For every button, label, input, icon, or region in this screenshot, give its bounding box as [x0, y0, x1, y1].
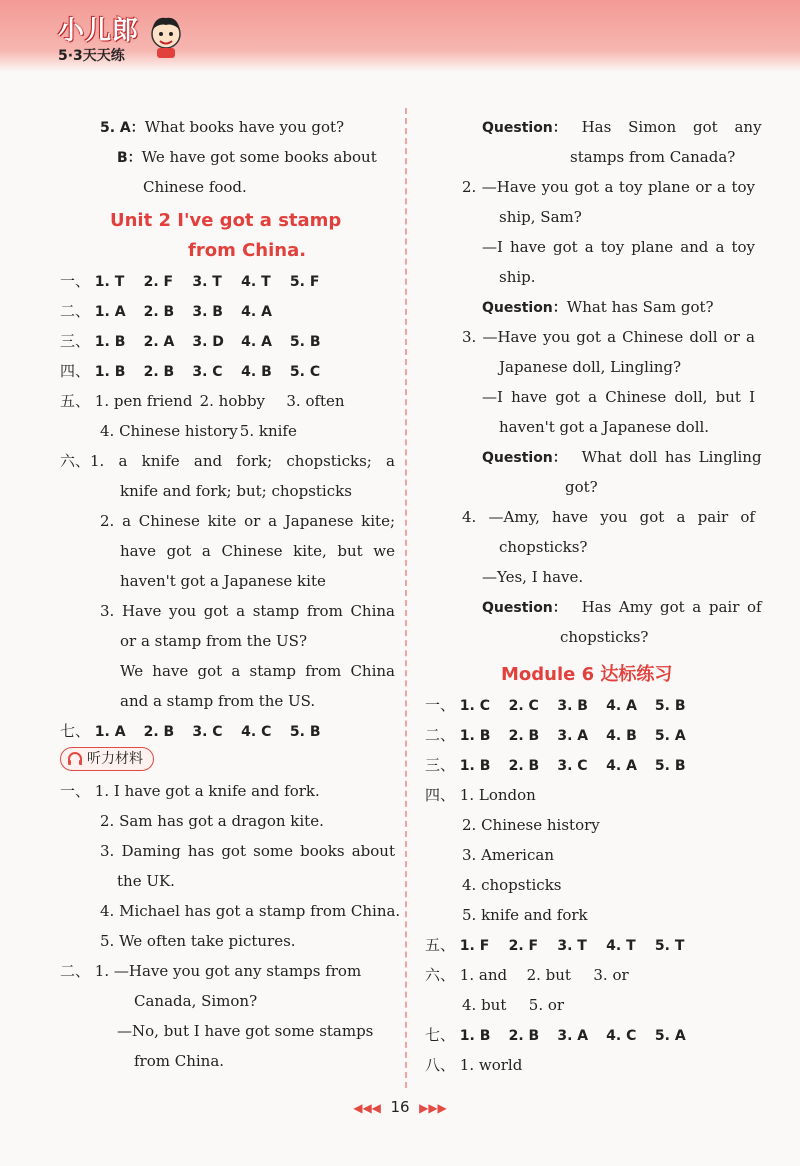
listening-item: 5. We often take pictures.	[100, 932, 296, 950]
q5-b-text-cont: Chinese food.	[143, 178, 247, 196]
answer-item: 1. B	[459, 728, 491, 744]
answers-s3	[60, 326, 395, 356]
section-label: 四、	[60, 362, 91, 380]
section-label: 二、	[60, 302, 91, 320]
next-arrows-icon: ▶▶▶	[419, 1101, 447, 1115]
answers-s2	[60, 296, 395, 326]
answer-item: 5. knife	[239, 422, 297, 440]
listening-item: the UK.	[117, 872, 175, 890]
answers-s7	[60, 716, 395, 746]
answer-item: 2. B	[143, 364, 175, 380]
section-label: 二、	[60, 962, 91, 980]
answer-item: 5. C	[289, 364, 321, 380]
answer-item: 4. chopsticks	[462, 876, 562, 894]
listening-item: 2. —Have you got a toy plane or a toy	[462, 178, 755, 196]
section-label: 七、	[60, 722, 91, 740]
q5-a	[60, 112, 395, 142]
listening-2-1	[60, 956, 395, 986]
answer-text: haven't got a Japanese kite	[120, 572, 326, 590]
q5-b	[60, 142, 395, 172]
q1-question	[425, 112, 762, 142]
answers-m5	[425, 930, 755, 960]
headphones-icon	[67, 752, 83, 766]
listening-item: —Yes, I have.	[482, 568, 584, 586]
prev-arrows-icon: ◀◀◀	[353, 1101, 381, 1115]
answers-s6-1	[60, 446, 395, 476]
answer-text: and a stamp from the US.	[120, 692, 316, 710]
q5-number: 5.	[100, 120, 116, 136]
question-text: stamps from Canada?	[570, 148, 736, 166]
answer-item: 3. A	[557, 728, 589, 744]
answer-item: 1. B	[459, 758, 491, 774]
listening-item: —I have got a Chinese doll, but I	[482, 388, 755, 406]
answer-item: 1. world	[459, 1056, 523, 1074]
answer-item: 1. C	[459, 698, 491, 714]
answer-item: 4. Chinese history	[100, 422, 238, 440]
answer-item: 1. T	[94, 274, 125, 290]
section-label: 二、	[425, 726, 456, 744]
answer-text: or a stamp from the US?	[120, 632, 307, 650]
question-label: Question：	[482, 450, 567, 466]
question-label: Question：	[482, 600, 567, 616]
mascot-icon	[145, 14, 187, 60]
answer-text: 3. Have you got a stamp from China	[100, 602, 395, 620]
listening-item: 3. Daming has got some books about	[100, 842, 395, 860]
section-label: 一、	[60, 272, 91, 290]
answer-item: 2. hobby	[199, 392, 266, 410]
answers-m6	[425, 960, 755, 990]
answers-s5-cont	[60, 416, 395, 446]
answer-text: We have got a stamp from China	[120, 662, 395, 680]
section-label: 三、	[60, 332, 91, 350]
answer-item: 4. B	[241, 364, 272, 380]
q5-b-label: B：	[117, 150, 142, 166]
question-text: got?	[565, 478, 598, 496]
section-label: 四、	[425, 786, 456, 804]
listening-1-1	[60, 776, 395, 806]
answer-text: knife and fork; but; chopsticks	[120, 482, 352, 500]
answer-item: 4. A	[241, 304, 272, 320]
header-band	[0, 0, 800, 72]
answer-item: 1. F	[459, 938, 490, 954]
answer-item: 1. B	[94, 364, 126, 380]
section-label: 一、	[425, 696, 456, 714]
listening-item: ship, Sam?	[499, 208, 582, 226]
answer-item: 3. D	[192, 334, 224, 350]
listening-item: 2. Sam has got a dragon kite.	[100, 812, 324, 830]
section-label: 六、	[60, 452, 91, 470]
answer-item: 5. B	[289, 724, 321, 740]
answer-item: 5. knife and fork	[462, 906, 588, 924]
q5-a-text: What books have you got?	[144, 118, 345, 136]
answer-item: 5. T	[654, 938, 685, 954]
answer-item: 2. F	[508, 938, 539, 954]
answer-item: 1. A	[94, 724, 126, 740]
listening-item: 3. —Have you got a Chinese doll or a	[462, 328, 755, 346]
answer-item: 4. C	[241, 724, 272, 740]
q3-question	[425, 442, 762, 472]
q5-a-label: A：	[119, 120, 145, 136]
listening-item: chopsticks?	[499, 538, 588, 556]
logo-subtitle: 5·3天天练	[58, 48, 125, 64]
q5-b-text: We have got some books about	[141, 148, 377, 166]
listening-tag-row	[60, 746, 395, 776]
section-label: 五、	[60, 392, 91, 410]
answer-item: 5. A	[654, 1028, 686, 1044]
answer-item: 4. A	[241, 334, 272, 350]
answer-item: 2. A	[143, 334, 175, 350]
logo-text: 小儿郎	[58, 16, 140, 46]
page-footer	[0, 1098, 800, 1116]
question-text: Has Amy got a pair of	[581, 598, 762, 616]
answer-item: 4. A	[606, 698, 637, 714]
answers-m7	[425, 1020, 755, 1050]
section-label: 八、	[425, 1056, 456, 1074]
answer-item: 3. B	[192, 304, 223, 320]
section-label: 六、	[425, 966, 456, 984]
answers-s4	[60, 356, 395, 386]
listening-tag	[60, 747, 154, 771]
answer-item: 2. B	[508, 758, 540, 774]
right-column	[425, 112, 762, 1080]
answer-item: 3. or	[593, 966, 629, 984]
answer-item: 5. B	[654, 698, 686, 714]
answer-item: 5. or	[528, 996, 565, 1014]
answer-item: 1. A	[94, 304, 126, 320]
answers-m3	[425, 750, 755, 780]
listening-item: 1. —Have you got any stamps from	[94, 962, 362, 980]
answer-item: 3. C	[192, 364, 223, 380]
question-text: What has Sam got?	[566, 298, 714, 316]
answer-item: 2. but	[526, 966, 571, 984]
answers-s5	[60, 386, 395, 416]
answer-item: 3. American	[462, 846, 554, 864]
answers-m1	[425, 690, 755, 720]
answers-m6-cont	[425, 990, 755, 1020]
answer-item: 1. pen friend	[94, 392, 193, 410]
q2-question	[425, 292, 755, 322]
question-label: Question：	[482, 120, 567, 136]
column-divider	[405, 108, 407, 1088]
answer-item: 4. T	[241, 274, 271, 290]
listening-item: —I have got a toy plane and a toy	[482, 238, 755, 256]
answers-s1	[60, 266, 395, 296]
listening-item: 4. —Amy, have you got a pair of	[462, 508, 755, 526]
listening-item: Canada, Simon?	[134, 992, 258, 1010]
answer-item: 1. B	[459, 1028, 491, 1044]
answer-item: 2. F	[143, 274, 174, 290]
answers-m4	[425, 780, 755, 810]
answer-item: 3. T	[557, 938, 587, 954]
answer-item: 3. often	[286, 392, 345, 410]
answer-item: 2. B	[143, 724, 175, 740]
listening-item: —No, but I have got some stamps	[117, 1022, 374, 1040]
answer-item: 2. B	[508, 1028, 540, 1044]
unit-title-cont: from China.	[188, 240, 307, 261]
answer-item: 3. B	[557, 698, 588, 714]
left-column	[60, 112, 401, 1076]
section-label: 一、	[60, 782, 91, 800]
answer-text: 2. a Chinese kite or a Japanese kite;	[100, 512, 395, 530]
answer-item: 1. B	[94, 334, 126, 350]
listening-item: ship.	[499, 268, 536, 286]
answer-item: 4. A	[606, 758, 637, 774]
answer-item: 3. A	[557, 1028, 589, 1044]
answer-item: 2. B	[143, 304, 175, 320]
question-text: Has Simon got any	[581, 118, 762, 136]
answer-item: 1. and	[459, 966, 508, 984]
answer-item: 5. B	[654, 758, 686, 774]
answer-text: 1. a knife and fork; chopsticks; a	[90, 452, 395, 470]
answer-item: 4. but	[462, 996, 507, 1014]
listening-item: 1. I have got a knife and fork.	[94, 782, 320, 800]
answer-item: 5. F	[289, 274, 320, 290]
listening-tag-label: 听力材料	[87, 751, 143, 767]
answer-item: 1. London	[459, 786, 536, 804]
page-number: 16	[390, 1098, 410, 1116]
listening-item: 4. Michael has got a stamp from China.	[100, 902, 401, 920]
question-text: chopsticks?	[560, 628, 649, 646]
section-label: 三、	[425, 756, 456, 774]
answer-item: 5. B	[289, 334, 321, 350]
listening-item: Japanese doll, Lingling?	[499, 358, 682, 376]
module-title: Module 6 达标练习	[501, 664, 673, 685]
answers-m2	[425, 720, 755, 750]
answer-item: 3. T	[192, 274, 222, 290]
listening-item: haven't got a Japanese doll.	[499, 418, 710, 436]
logo	[58, 10, 139, 65]
answer-item: 3. C	[557, 758, 588, 774]
unit-title: Unit 2 I've got a stamp	[110, 210, 342, 231]
answer-item: 2. C	[508, 698, 539, 714]
listening-item: from China.	[134, 1052, 225, 1070]
answer-item: 2. Chinese history	[462, 816, 600, 834]
answer-text: have got a Chinese kite, but we	[120, 542, 395, 560]
answer-item: 3. C	[192, 724, 223, 740]
question-label: Question：	[482, 300, 567, 316]
answer-item: 4. C	[606, 1028, 637, 1044]
question-text: What doll has Lingling	[581, 448, 762, 466]
answer-item: 5. A	[654, 728, 686, 744]
answers-m8	[425, 1050, 755, 1080]
answer-item: 4. B	[606, 728, 637, 744]
answer-item: 2. B	[508, 728, 540, 744]
section-label: 七、	[425, 1026, 456, 1044]
answer-item: 4. T	[606, 938, 636, 954]
section-label: 五、	[425, 936, 456, 954]
q4-question	[425, 592, 762, 622]
